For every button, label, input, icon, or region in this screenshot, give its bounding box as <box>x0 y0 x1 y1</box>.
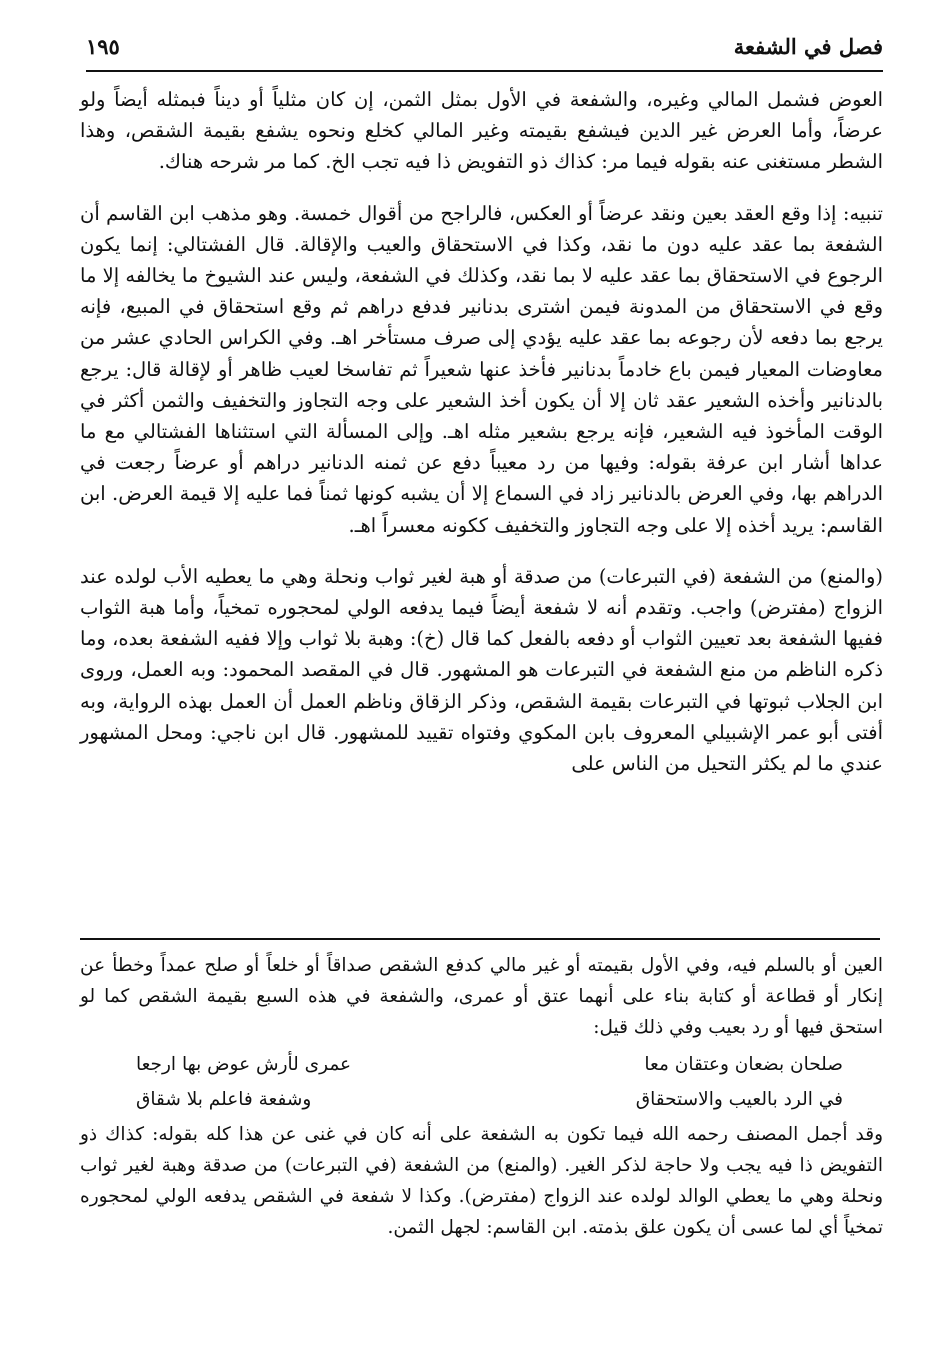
footnote-rule <box>80 938 880 940</box>
header-rule <box>86 70 883 72</box>
paragraph-2: تنبيه: إذا وقع العقد بعين ونقد عرضاً أو العكس، فالراجح من أقوال خمسة. وهو مذهب ابن القاسم أن الشفعة بما عقد عليه دون ما نقد، وكذا في الاستحقاق والعيب والإقالة. قال الفشتالي: إنما يكون الرجوع في الاستحقاق بما عقد عليه لا بما نقد، وكذلك في الشفعة، وليس عند الشيوخ ما يخالفه إلا ما وقع في الاستحقاق من المدونة فيمن اشترى بدنانير فدفع دراهم ثم وقع استحقاق في المبيع، فإنه يرجع بما دفعه لأن رجوعه بما عقد عليه يؤدي إلى صرف مستأخر اهـ. وفي الكراس الحادي عشر من معاوضات المعيار فيمن باع خادماً بدنانير فأخذ عنها شعيراً ثم تفاسخا لعيب ظاهر أو لإقالة قال: يرجع بالدنانير وأخذه الشعير عقد ثان إلا أن يكون أخذ الشعير على وجه التجاوز والتخفيف والثمن أكثر في الوقت المأخوذ فيه الشعير، فإنه يرجع بشعير مثله اهـ. وإلى المسألة التي استثناها الفشتالي مع ما عداها أشار ابن عرفة بقوله: وفيها من رد معيباً دفع عن ثمنه الدنانير دراهم أو عرضاً رجعت في الدراهم بها، وفي العرض بالدنانير زاد في السماع إلا أن يشبه كونها ثمناً فما عليه إلا قيمة العرض. ابن القاسم: يريد أخذه إلا على وجه التجاوز والتخفيف ككونه معسراً اهـ. <box>80 201 883 537</box>
poem-verse-1 <box>80 1049 883 1080</box>
verse-1-first-hemistich: صلحان بضعان وعتقان معا <box>644 1054 843 1075</box>
running-title: فصل في الشفعة <box>733 33 883 59</box>
paragraph-1: العوض فشمل المالي وغيره، والشفعة في الأول بمثل الثمن، إن كان مثلياً أو ديناً فبمثله أيضاً ولو عرضاً، وأما العرض غير الدين فيشفع بقيمته وغير المالي كخلع ونحوه يشفع بقيمة الشقص، وهذا الشطر مستغنى عنه بقوله فيما مر: كذاك ذو التفويض ذا فيه تجب الخ. كما مر شرحه هناك. <box>80 88 883 174</box>
footnote-text <box>80 950 883 1243</box>
paragraph-3: (والمنع) من الشفعة (في التبرعات) من صدقة أو هبة لغير ثواب ونحلة وهي ما يعطيه الأب لولده عند الزواج (مفترض) واجب. وتقدم أنه لا شفعة أيضاً فيما يدفعه الولي لمحجوره تمخياً، وأما هبة الثواب ففيها الشفعة بعد تعيين الثواب أو دفعه بالفعل كما قال (خ): وهبة بلا ثواب وإلا ففيه الشفعة بعده، وما ذكره الناظم من منع الشفعة في التبرعات هو المشهور. قال في المقصد المحمود: وبه العمل، وروى ابن الجلاب ثبوتها في التبرعات بقيمة الشقص، وذكر الزقاق وناظم العمل أن العمل بهذه الرواية، وبه أفتى أبو عمر الإشبيلي المعروف بابن المكوي وفتواه تقييد للمشهور. قال ابن ناجي: ومحل المشهور عندي ما لم يكثر التحيل من الناس على <box>80 564 883 776</box>
main-text <box>80 84 883 799</box>
poem-verse-2 <box>80 1084 883 1115</box>
poem <box>80 1049 883 1115</box>
page-number: ١٩٥ <box>86 33 120 59</box>
verse-1-second-hemistich: عمرى لأرش عوض بها ارجعا <box>136 1054 352 1075</box>
footnote-paragraph-2: وقد أجمل المصنف رحمه الله فيما تكون به الشفعة على أنه كان في غنى عن هذا كله بقوله: كذاك ذو التفويض ذا فيه يجب ولا حاجة لذكر الغير. (والمنع) من الشفعة (في التبرعات) من صدقة وهبة لغير ثواب ونحلة وهي ما يعطي الوالد لولده عند الزواج (مفترض). وكذا لا شفعة في الشقص يدفعه الولي لمحجوره تمخياً أي لما عسى أن يكون علق بذمته. ابن القاسم: لجهل الثمن. <box>80 1124 883 1238</box>
running-header <box>86 24 883 68</box>
verse-2-first-hemistich: في الرد بالعيب والاستحقاق <box>635 1089 843 1110</box>
footnote-paragraph-1: العين أو بالسلم فيه، وفي الأول بقيمته أو غير مالي كدفع الشقص صداقاً أو خلعاً أو صلح عمداً وخطأ عن إنكار أو قطاعة أو كتابة بناء على أنهما عتق أو عمرى، والشفعة في هذه السبع بقيمة الشقص كما لو استحق فيها أو رد بعيب وفي ذلك قيل: <box>80 955 883 1038</box>
verse-2-second-hemistich: وشفعة فاعلم بلا شقاق <box>136 1089 312 1110</box>
